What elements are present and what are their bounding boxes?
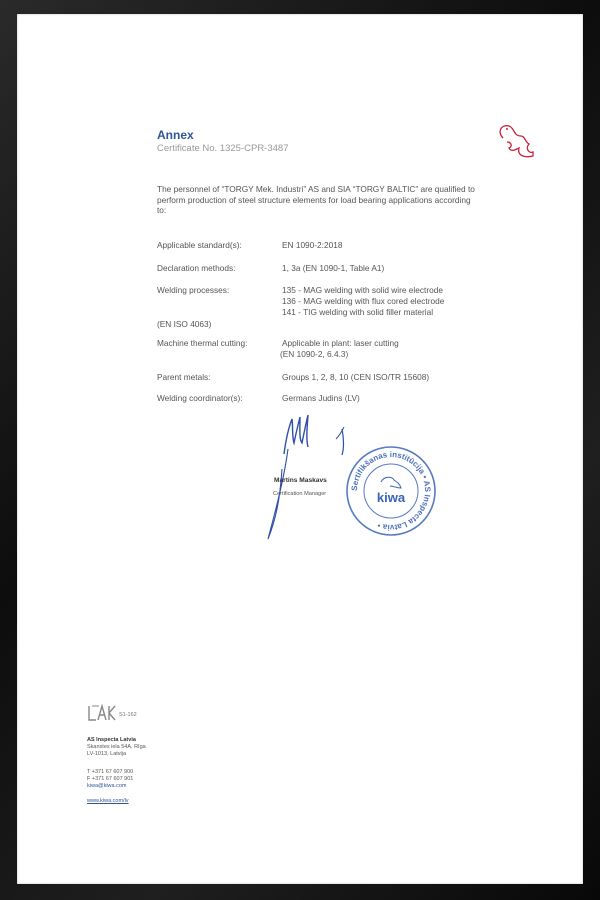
cutting-reference: (EN 1090-2, 6.4.3) xyxy=(280,349,349,359)
certificate-number: Certificate No. 1325-CPR-3487 xyxy=(157,143,289,154)
footer-email[interactable]: kiwa@kiwa.com xyxy=(87,783,127,789)
welding-process-141: 141 - TIG welding with solid filler material xyxy=(282,307,434,317)
signer-name: Martins Maskavs xyxy=(274,477,327,484)
footer-fax: F +371 67 607 901 xyxy=(87,776,134,782)
svg-text:kiwa: kiwa xyxy=(376,490,406,505)
svg-text:Sertifikšanas institūcija • AS: Sertifikšanas institūcija • AS Inspecta Latvia • xyxy=(349,449,433,533)
accreditation-logo-icon xyxy=(87,704,117,722)
footer-website-link[interactable]: www.kiwa.com/lv xyxy=(87,798,129,804)
beaver-logo-icon xyxy=(495,118,537,160)
footer-company: AS Inspecta Latvia xyxy=(87,737,136,743)
coordinator-value: Germans Judins (LV) xyxy=(282,393,360,403)
parent-metals-value: Groups 1, 2, 8, 10 (CEN ISO/TR 15608) xyxy=(282,372,430,382)
annex-title: Annex xyxy=(157,128,194,142)
coordinator-label: Welding coordinator(s): xyxy=(157,393,243,403)
kiwa-stamp xyxy=(344,444,438,538)
document-page xyxy=(17,14,583,884)
signer-title: Certification Manager xyxy=(273,491,327,497)
welding-process-135: 135 - MAG welding with solid wire electrode xyxy=(282,285,443,295)
footer-address-2: LV-1013, Latvija xyxy=(87,751,127,757)
declaration-label: Declaration methods: xyxy=(157,263,236,273)
cutting-value: Applicable in plant: laser cutting xyxy=(282,338,399,348)
cutting-label: Machine thermal cutting: xyxy=(157,338,248,348)
parent-metals-label: Parent metals: xyxy=(157,372,211,382)
standard-value: EN 1090-2:2018 xyxy=(282,240,343,250)
welding-process-136: 136 - MAG welding with flux cored electrode xyxy=(282,296,445,306)
declaration-value: 1, 3a (EN 1090-1, Table A1) xyxy=(282,263,385,273)
accreditation-code: S1-162 xyxy=(119,712,137,718)
standard-label: Applicable standard(s): xyxy=(157,240,242,250)
footer-address-1: Skanstes iela 54A, Rīga xyxy=(87,744,146,750)
footer-phone: T +371 67 607 900 xyxy=(87,769,134,775)
intro-paragraph: The personnel of “TORGY Mek. Industri” AS and SIA “TORGY BALTIC” are qualified to perform production of steel structure elements for load bearing applications according to: xyxy=(157,184,475,215)
welding-standard: (EN ISO 4063) xyxy=(157,319,212,329)
welding-label: Welding processes: xyxy=(157,285,230,295)
